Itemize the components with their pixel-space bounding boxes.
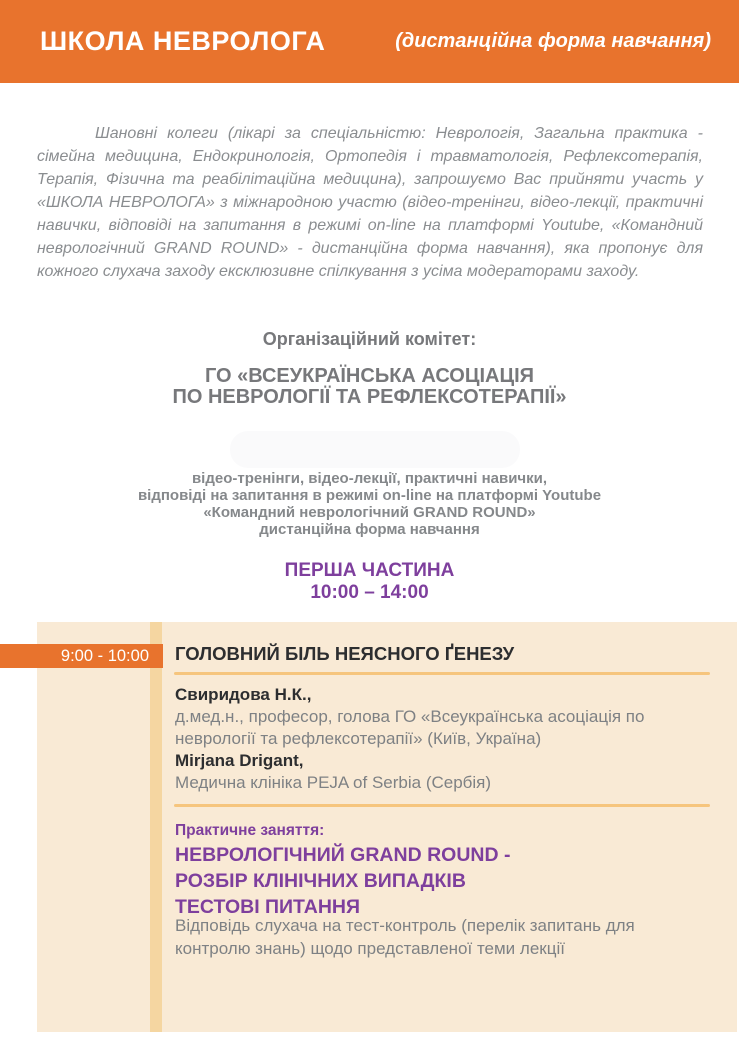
practice-description: Відповідь слухача на тест-контроль (перелік запитань для контролю знань) щодо представленої теми лекції: [175, 916, 635, 958]
time-column-stripe: [150, 622, 162, 1032]
part-heading: [0, 560, 739, 604]
header-bar: [0, 0, 739, 83]
event-format-block: [0, 470, 739, 538]
practice-title-line: РОЗБІР КЛІНІЧНИХ ВИПАДКІВ: [175, 870, 466, 892]
title-divider: [174, 672, 710, 675]
page-title: ШКОЛА НЕВРОЛОГА: [40, 26, 326, 56]
speaker-name: Mirjana Drigant,: [175, 751, 304, 770]
organization-name: [0, 366, 739, 408]
practice-title-line: НЕВРОЛОГІЧНИЙ GRAND ROUND -: [175, 844, 511, 866]
section-divider: [174, 804, 710, 807]
session-time-badge: 9:00 - 10:00: [0, 644, 163, 668]
intro-paragraph: Шановні колеги (лікарі за спеціальністю: Неврологія, Загальна практика - сімейна медицина, Ендокринологія, Ортопедія і травматологія, Рефлексотерапія, Терапія, Фізична та реабілітаційна медицина), запрошуємо Вас прийняти участь у «ШКОЛА НЕВРОЛОГА» з міжнародною участю (відео-тренінги, відео-лекції, практичні навички, відповіді на запитання в режимі on-line на платформі Youtube, «Командний неврологічний GRAND ROUND» - дистанційна форма навчання), яка пропонує для кожного слухача заходу ексклюзивне спілкування з усіма модераторами заходу.: [37, 125, 703, 280]
organization-name-line1: ГО «ВСЕУКРАЇНСЬКА АСОЦІАЦІЯ: [204, 365, 535, 387]
speakers-block: [175, 684, 695, 794]
part-time: 10:00 – 14:00: [310, 582, 429, 603]
speaker-affiliation: д.мед.н., професор, голова ГО «Всеукраїнська асоціація по неврології та рефлексотерапії» (Київ, Україна): [175, 707, 645, 748]
event-format-line: дистанційна форма навчання: [259, 521, 480, 538]
practice-title-line: ТЕСТОВІ ПИТАННЯ: [175, 896, 361, 918]
event-format-line: «Командний неврологічний GRAND ROUND»: [203, 504, 536, 521]
practice-title: [175, 842, 715, 920]
session-title: ГОЛОВНИЙ БІЛЬ НЕЯСНОГО ҐЕНЕЗУ: [175, 643, 515, 664]
part-title: ПЕРША ЧАСТИНА: [284, 560, 455, 581]
event-format-line: відповіді на запитання в режимі on-line на платформі Youtube: [137, 487, 602, 504]
watermark-blob: [230, 431, 520, 468]
header-subtitle: (дистанційна форма навчання): [395, 30, 711, 52]
organization-name-line2: ПО НЕВРОЛОГІЇ ТА РЕФЛЕКСОТЕРАПІЇ»: [172, 386, 567, 408]
committee-heading: Організаційний комітет:: [262, 329, 477, 349]
speaker-name: Свиридова Н.К.,: [175, 685, 312, 704]
practice-label: Практичне заняття:: [175, 822, 325, 839]
speaker-affiliation: Медична клініка PEJA of Serbia (Сербія): [175, 773, 492, 792]
event-format-line: відео-тренінги, відео-лекції, практичні навички,: [191, 470, 548, 487]
